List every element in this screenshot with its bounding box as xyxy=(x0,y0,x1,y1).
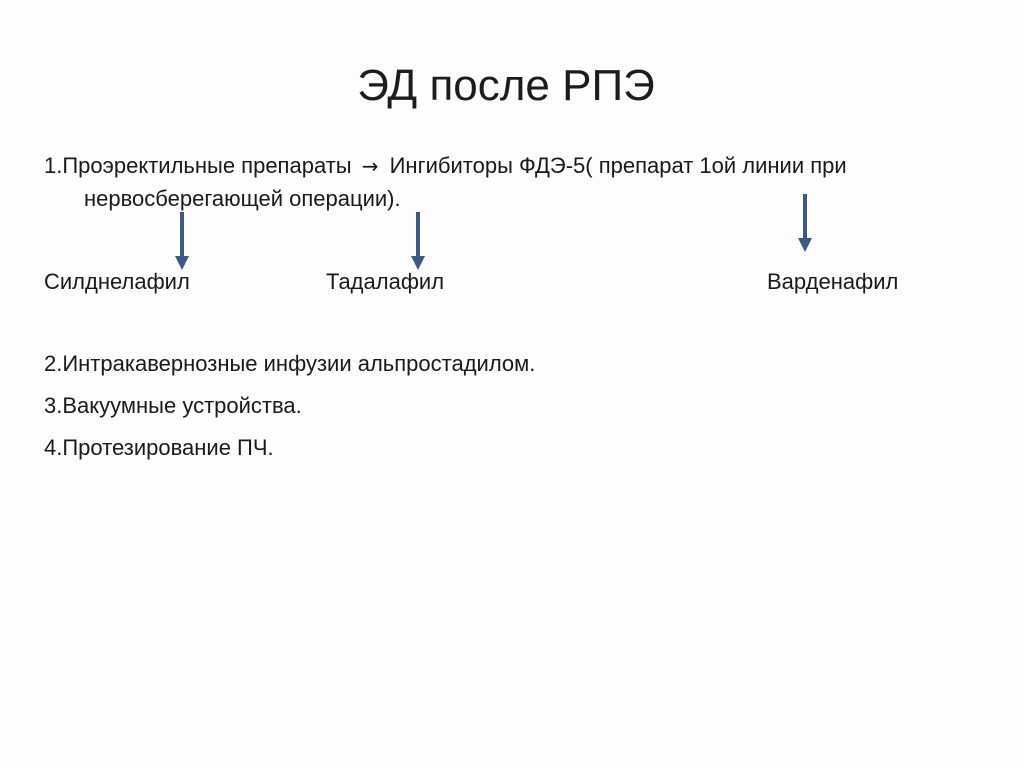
down-arrow-icon xyxy=(798,194,812,252)
slide-title: ЭД после РПЭ xyxy=(357,61,655,110)
list-item-1-continuation: нервосберегающей операции). xyxy=(84,186,401,211)
list-item-2: 2.Интракавернозные инфузии альпростадилом. xyxy=(44,351,536,376)
drug-vardenafil: Варденафил xyxy=(767,269,899,294)
down-arrow-icon xyxy=(175,212,189,270)
drug-sildenafil: Силднелафил xyxy=(44,269,190,294)
drug-tadalafil: Тадалафил xyxy=(326,269,445,294)
item1-rest: Ингибиторы ФДЭ-5( препарат 1ой линии при xyxy=(389,153,847,178)
down-arrow-icon xyxy=(411,212,425,270)
list-item-1 xyxy=(44,151,847,181)
right-arrow-icon: → xyxy=(361,154,379,178)
item1-lead: 1.Проэректильные препараты xyxy=(44,153,352,178)
list-item-4: 4.Протезирование ПЧ. xyxy=(44,435,274,460)
list-item-3: 3.Вакуумные устройства. xyxy=(44,393,302,418)
